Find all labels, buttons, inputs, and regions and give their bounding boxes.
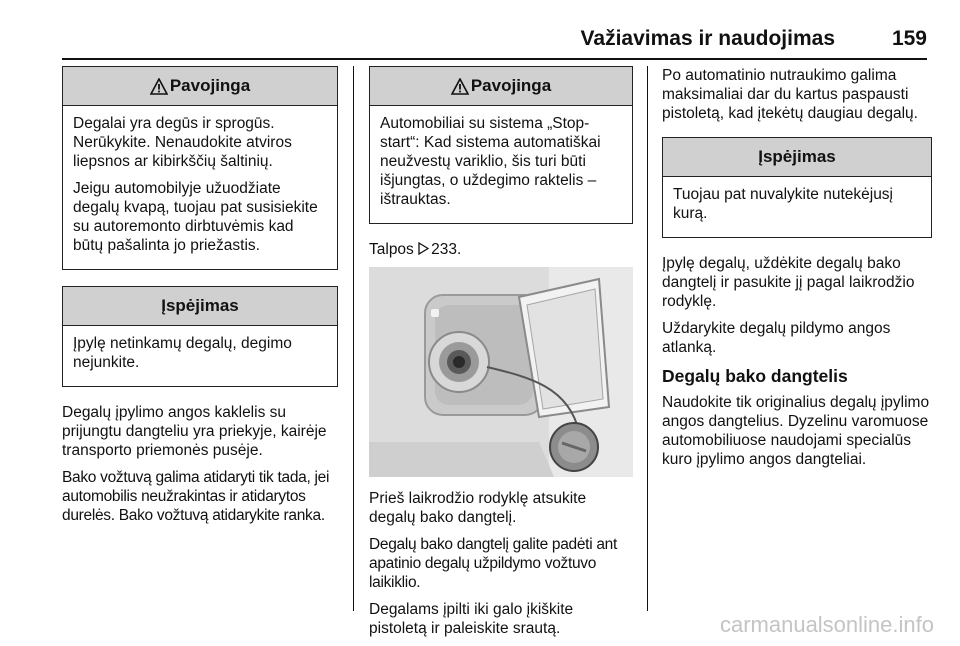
paragraph: Degalų bako dangtelį galite padėti ant apatinio degalų užpildymo vožtuvo laikiklio.	[369, 536, 617, 591]
paragraph: Prieš laikrodžio rodyklę atsukite degalų bako dangtelį.	[369, 490, 587, 526]
cross-reference	[369, 240, 633, 259]
danger-box	[369, 66, 633, 224]
page-header	[62, 26, 927, 60]
warning-box-header	[63, 287, 337, 326]
watermark: carmanualsonline.info	[719, 612, 934, 637]
warning-box-header	[663, 138, 931, 177]
paragraph: Degalams įpilti iki galo įkiškite pistoletą ir paleiskite srautą.	[369, 601, 574, 637]
reference-page[interactable]: 233.	[431, 241, 462, 258]
danger-box	[62, 66, 338, 270]
paragraph: Jeigu automobilyje užuodžiate degalų kvapą, tuojau pat susisiekite su autoremonto dirbtuvėmis kad būtų pašalinta jo priežastis.	[73, 180, 318, 254]
paragraph: Tuojau pat nuvalykite nutekėjusį kurą.	[673, 186, 894, 222]
paragraph: Įpylę degalų, uždėkite degalų bako dangtelį ir pasukite jį pagal laikrodžio rodyklę.	[662, 255, 915, 310]
column-2	[369, 66, 633, 646]
page-number: 159	[891, 27, 927, 50]
danger-box-body	[63, 106, 337, 269]
warning-box	[62, 286, 338, 387]
warning-box	[662, 137, 932, 238]
warning-box-title: Įspėjimas	[161, 296, 239, 315]
danger-box-body	[370, 106, 632, 223]
danger-box-title: Pavojinga	[169, 76, 251, 95]
paragraph: Uždarykite degalų pildymo angos atlanką.	[662, 320, 891, 356]
paragraph: Po automatinio nutraukimo galima maksimaliai dar du kartus paspausti pistoletą, kad įtekėtų daugiau degalų.	[662, 67, 918, 122]
warning-box-body	[663, 177, 931, 237]
paragraph: Automobiliai su sistema „Stop-start“: Kad sistema automatiškai neužvestų variklio, šis turi būti išjungtas, o uždegimo raktelis – ištrauktas.	[380, 115, 601, 208]
danger-box-header	[370, 67, 632, 106]
section-heading: Degalų bako dangtelis	[662, 366, 848, 386]
warning-triangle-icon	[451, 78, 469, 95]
column-3	[662, 66, 932, 477]
column-1	[62, 66, 338, 533]
paragraph: Degalų įpylimo angos kaklelis su prijungtu dangteliu yra priekyje, kairėje transporto priemonės pusėje.	[62, 404, 327, 459]
paragraph: Naudokite tik originalius degalų įpylimo angos dangtelius. Dyzelinu varomuose automobiliuose naudojami specialūs kuro įpylimo angos dangteliai.	[662, 394, 930, 468]
fuel-filler-photo	[369, 267, 633, 477]
page-reference-arrow-icon	[418, 242, 429, 255]
section-title: Važiavimas ir naudojimas	[580, 27, 835, 50]
paragraph: Bako vožtuvą galima atidaryti tik tada, jei automobilis neužrakintas ir atidarytos durelės. Bako vožtuvą atidarykite ranka.	[62, 469, 330, 524]
paragraph: Degalai yra degūs ir sprogūs. Nerūkykite. Nenaudokite atviros liepsnos ar kibirkščių šaltinių.	[73, 115, 292, 170]
column-divider	[647, 66, 648, 611]
paragraph: Įpylę netinkamų degalų, degimo nejunkite.	[73, 335, 292, 371]
warning-box-body	[63, 326, 337, 386]
danger-box-title: Pavojinga	[470, 76, 552, 95]
column-divider	[353, 66, 354, 611]
warning-box-title: Įspėjimas	[758, 147, 836, 166]
reference-label: Talpos	[369, 241, 414, 258]
danger-box-header	[63, 67, 337, 106]
warning-triangle-icon	[150, 78, 168, 95]
